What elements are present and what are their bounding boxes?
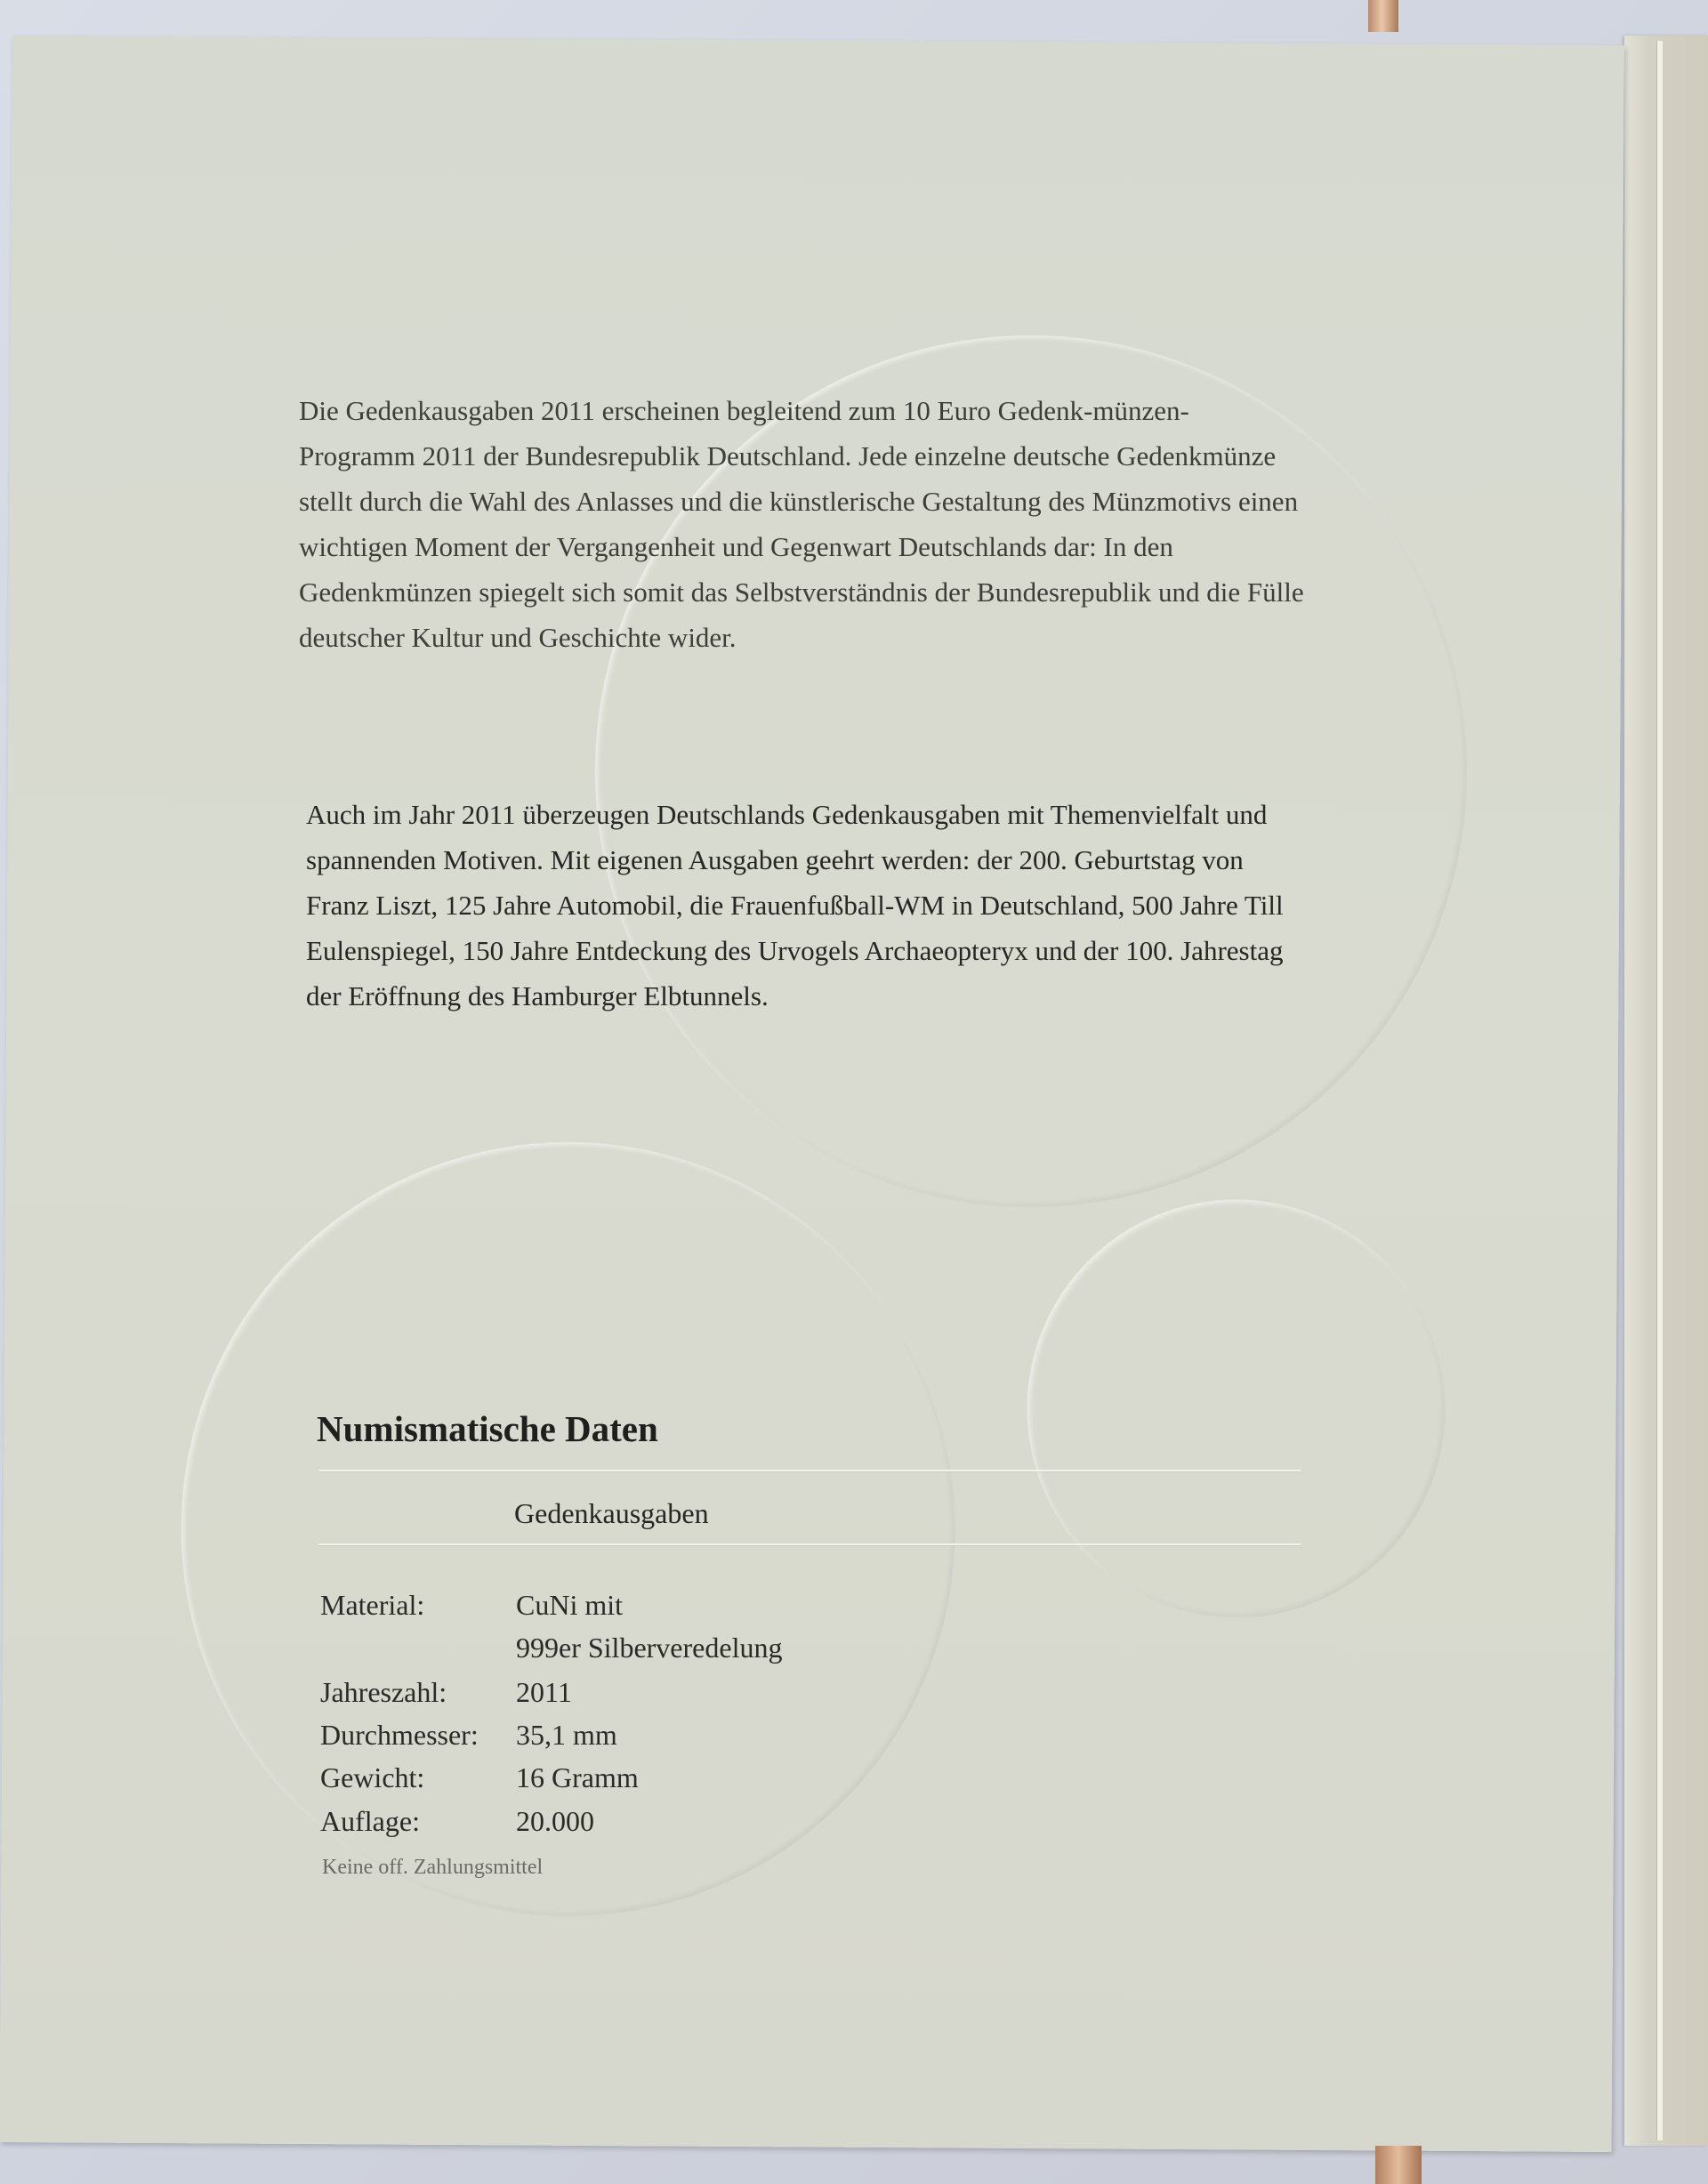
subheading-divider — [318, 1543, 1301, 1545]
intro-paragraph: Die Gedenkausgaben 2011 erscheinen begleitend zum 10 Euro Gedenk-münzen-Programm 2011 der Bundesrepublik Deutschland. Jede einzelne deutsche Gedenkmünze stellt durch die Wahl des Anlasses und die künstlerische Gestaltung des Münzmotivs einen wichtigen Moment der Vergangenheit und Gegenwart Deutschlands dar: In den Gedenkmünzen spiegelt sich somit das Selbstverständnis der Bundesrepublik und die Fülle deutscher Kultur und Geschichte wider. — [299, 395, 1304, 653]
folder-page — [0, 36, 1624, 2152]
row-label: Gewicht: — [320, 1761, 425, 1793]
row-label: Jahreszahl: — [320, 1676, 447, 1708]
row-value: CuNi mit — [516, 1589, 624, 1621]
row-value: 35,1 mm — [516, 1719, 617, 1751]
row-value: 2011 — [516, 1676, 572, 1708]
themes-paragraph: Auch im Jahr 2011 überzeugen Deutschlands Gedenkausgaben mit Themenvielfalt und spannenden Motiven. Mit eigenen Ausgaben geehrt werden: der 200. Geburtstag von Franz Liszt, 125 Jahre Automobil, die Frauenfußball-WM in Deutschland, 500 Jahre Till Eulenspiegel, 150 Jahre Entdeckung des Urvogels Archaeopteryx und der 100. Jahrestag der Eröffnung des Hamburger Elbtunnels. — [306, 799, 1284, 1011]
row-value: 20.000 — [516, 1805, 594, 1837]
ribbon-tab-top — [1368, 0, 1398, 32]
row-label: Material: — [320, 1589, 425, 1621]
heading-divider — [318, 1470, 1301, 1471]
row-value: 16 Gramm — [516, 1761, 639, 1793]
row-label: Auflage: — [320, 1805, 420, 1837]
legal-tender-note: Keine off. Zahlungsmittel — [322, 1856, 544, 1879]
folder-spine — [1624, 36, 1708, 2146]
column-subheading: Gedenkausgaben — [514, 1497, 709, 1529]
numismatic-heading: Numismatische Daten — [317, 1408, 658, 1449]
embossed-coin-circle — [1026, 1198, 1446, 1619]
row-label: Durchmesser: — [320, 1719, 479, 1751]
spine-edge — [1656, 41, 1663, 2140]
ribbon-tab-bottom — [1375, 2146, 1422, 2184]
row-value: 999er Silberveredelung — [516, 1632, 783, 1664]
